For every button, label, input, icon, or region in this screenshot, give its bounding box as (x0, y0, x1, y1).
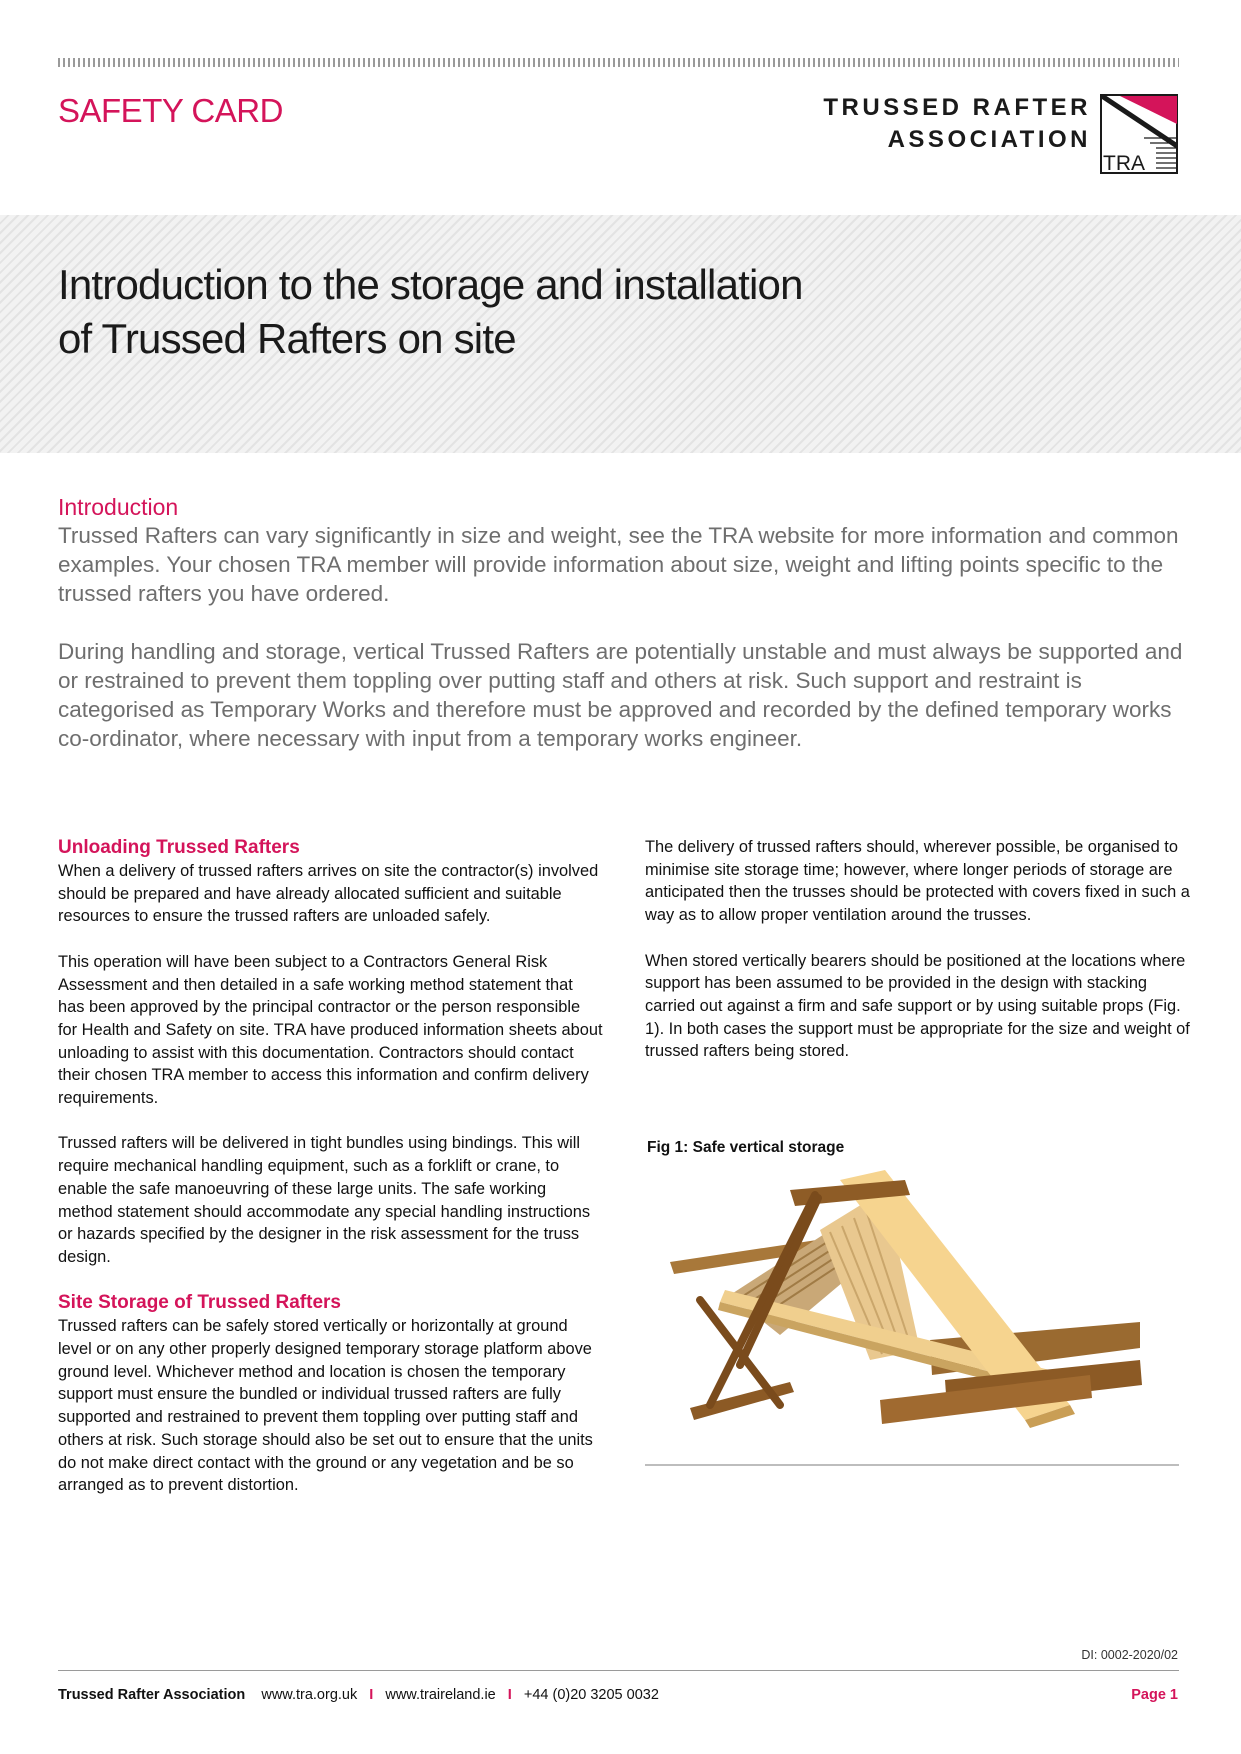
association-logo-text (823, 92, 1091, 156)
document-reference: DI: 0002-2020/02 (1081, 1648, 1178, 1662)
footer-org: Trussed Rafter Association (58, 1687, 246, 1703)
storage-paragraph-1: Trussed rafters can be safely stored vertically or horizontally at ground level or on any other properly designed temporary storage platform above ground level. Whichever method and location is chosen the temporary support must ensure the bundled or individual trussed rafters are fully supported and restrained to prevent them toppling over putting staff and others at risk. Such storage should also be set out to ensure that the units do not make direct contact with the ground or any vegetation and be so arranged as to prevent distortion. (58, 1317, 593, 1495)
introduction-heading: Introduction (58, 494, 179, 520)
tra-logo-icon (1100, 94, 1178, 174)
truss-storage-illustration (670, 1170, 1160, 1440)
figure-caption: Fig 1: Safe vertical storage (647, 1139, 845, 1156)
logo-mark-text: TRA (1103, 152, 1145, 174)
delivery-paragraph: The delivery of trussed rafters should, wherever possible, be organised to minimise site storage time; however, where longer periods of storage are anticipated then the trusses should be protected with covers fixed in such a way as to allow proper ventilation around the trusses. (645, 838, 1190, 925)
footer-site-link-1[interactable]: www.tra.org.uk (261, 1687, 358, 1703)
safety-card-label: SAFETY CARD (58, 92, 283, 129)
footer-divider (58, 1670, 1179, 1671)
introduction-paragraph-2: During handling and storage, vertical Trussed Rafters are potentially unstable and must always be supported and or restrained to prevent them toppling over putting staff and others at risk. Such support and restraint is categorised as Temporary Works and therefore must be approved and recorded by the defined temporary works co-ordinator, where necessary with input from a temporary works engineer. (58, 639, 1183, 751)
footer-contact (58, 1687, 659, 1703)
title-line-2: of Trussed Rafters on site (58, 315, 516, 362)
unloading-heading: Unloading Trussed Rafters (58, 837, 300, 858)
page-title (58, 258, 958, 366)
top-ruler (58, 58, 1179, 67)
unloading-paragraph-1: When a delivery of trussed rafters arrives on site the contractor(s) involved should be prepared and have already allocated sufficient and suitable resources to ensure the trussed rafters are unloaded safely. (58, 862, 599, 926)
unloading-paragraph-3: Trussed rafters will be delivered in tight bundles using bindings. This will require mechanical handling equipment, such as a forklift or crane, to enable the safe manoeuvring of these large units. The safe working method statement should accommodate any special handling instructions or hazards specified by the designer in the risk assessment for the truss design. (58, 1134, 591, 1266)
footer-site-link-2[interactable]: www.traireland.ie (385, 1687, 496, 1703)
footer-separator-1: I (369, 1687, 374, 1703)
logo-line-1: TRUSSED RAFTER (823, 94, 1091, 121)
logo-line-2: ASSOCIATION (887, 126, 1091, 153)
left-column (58, 836, 603, 1520)
title-line-1: Introduction to the storage and installation (58, 261, 803, 308)
figure-divider (645, 1464, 1179, 1466)
introduction-section (58, 493, 1188, 782)
title-banner (0, 215, 1241, 453)
unloading-paragraph-2: This operation will have been subject to a Contractors General Risk Assessment and then detailed in a safe working method statement that has been approved by the principal contractor or the person responsible for Health and Safety on site. TRA have produced information sheets about unloading to assist with this documentation. Contractors should contact their chosen TRA member to access this information and confirm delivery requirements. (58, 952, 603, 1108)
page-number: Page 1 (1131, 1687, 1178, 1703)
footer-separator-2: I (507, 1687, 512, 1703)
introduction-paragraph-1: Trussed Rafters can vary significantly in size and weight, see the TRA website for more information and common examples. Your chosen TRA member will provide information about size, weight and lifting points specific to the trussed rafters you have ordered. (58, 523, 1179, 606)
vertical-storage-paragraph: When stored vertically bearers should be positioned at the locations where support has been assumed to be provided in the design with stacking carried out against a firm and safe support or by using suitable props (Fig. 1). In both cases the support must be appropriate for the size and weight of trussed rafters being stored. (645, 951, 1190, 1061)
right-column (645, 836, 1190, 1086)
footer-phone: +44 (0)20 3205 0032 (523, 1687, 659, 1703)
storage-heading: Site Storage of Trussed Rafters (58, 1292, 341, 1314)
